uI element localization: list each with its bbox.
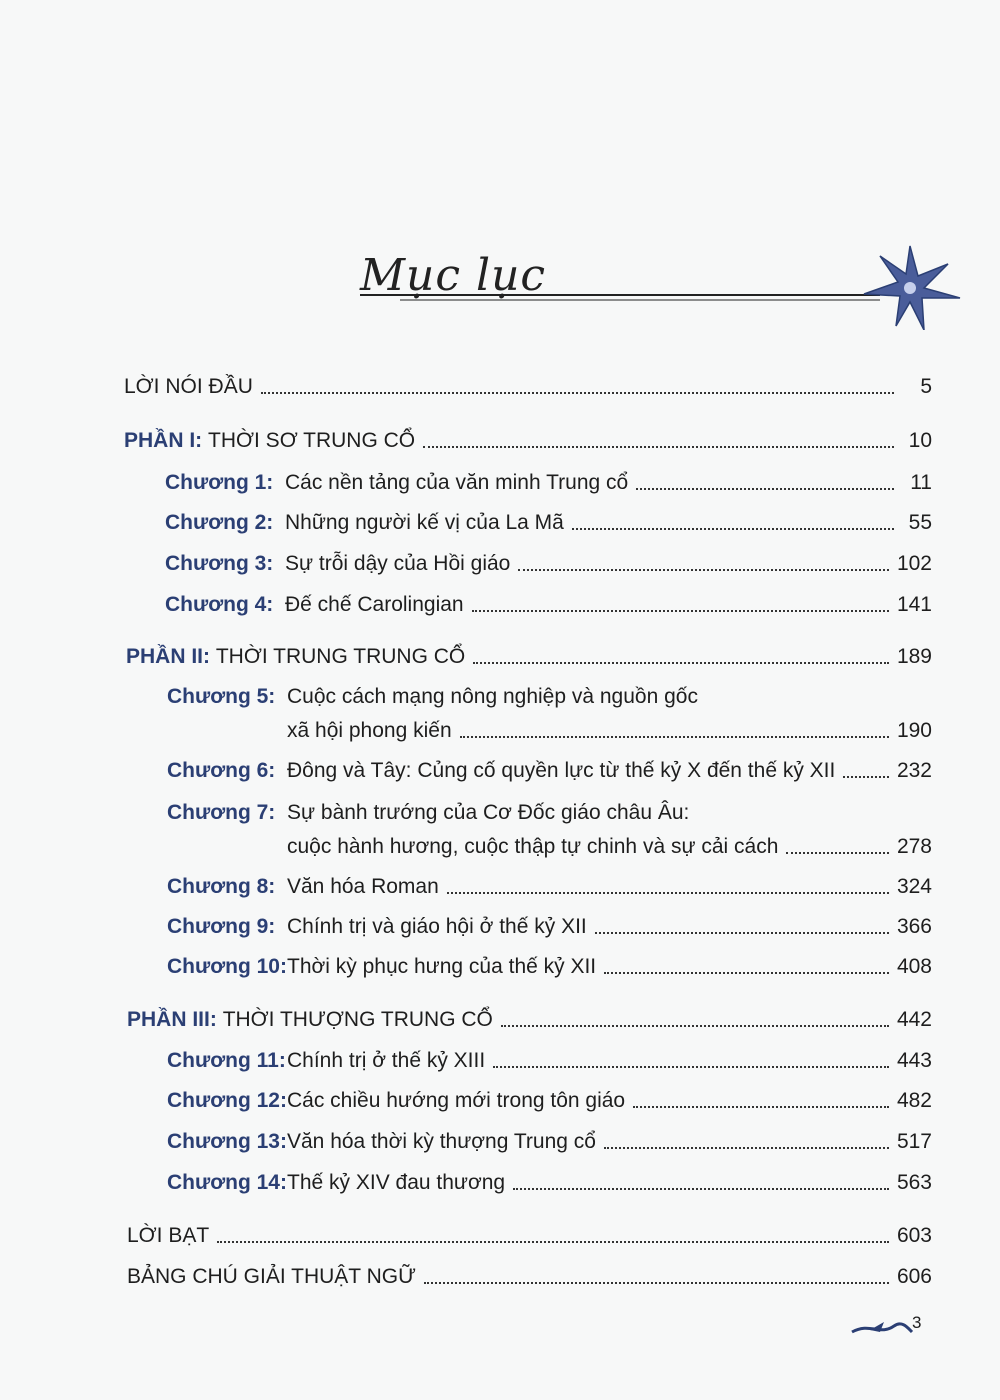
dot-leader bbox=[604, 1146, 889, 1149]
toc-entry-chapter-2[interactable] bbox=[165, 502, 932, 536]
chapter-key: Chương 12: bbox=[167, 1089, 287, 1112]
entry-label: Chính trị và giáo hội ở thế kỷ XII bbox=[287, 915, 587, 938]
entry-label: Thế kỷ XIV đau thương bbox=[287, 1171, 506, 1194]
page-number: 563 bbox=[896, 1171, 932, 1194]
page-number: 232 bbox=[896, 759, 932, 782]
page-number: 517 bbox=[896, 1130, 932, 1153]
part-key: PHẦN II: bbox=[126, 645, 210, 668]
toc-entry-foreword[interactable] bbox=[124, 366, 932, 400]
entry-label: Văn hóa Roman bbox=[287, 875, 439, 898]
toc-entry-chapter-10[interactable] bbox=[167, 946, 932, 980]
page-number: 366 bbox=[896, 915, 932, 938]
page-number: 482 bbox=[896, 1089, 932, 1112]
chapter-key: Chương 4: bbox=[165, 593, 274, 616]
chapter-key: Chương 10: bbox=[167, 955, 287, 978]
page-number: 10 bbox=[908, 429, 932, 452]
dot-leader bbox=[424, 1281, 889, 1284]
chapter-key: Chương 7: bbox=[167, 801, 276, 824]
dot-leader bbox=[513, 1187, 889, 1190]
toc-entry-chapter-13[interactable] bbox=[167, 1121, 932, 1155]
toc-entry-part-2[interactable] bbox=[126, 636, 932, 670]
toc-entry-chapter-5[interactable] bbox=[167, 676, 932, 710]
dot-leader bbox=[572, 527, 894, 530]
dot-leader bbox=[843, 775, 889, 778]
page-number: 278 bbox=[896, 835, 932, 858]
toc-entry-chapter-14[interactable] bbox=[167, 1162, 932, 1196]
entry-label-line-1: Sự bành trướng của Cơ Đốc giáo châu Âu: bbox=[287, 801, 690, 824]
entry-label: Chính trị ở thế kỷ XIII bbox=[287, 1049, 486, 1072]
dot-leader bbox=[423, 445, 894, 448]
chapter-key: Chương 9: bbox=[167, 915, 276, 938]
entry-label: THỜI SƠ TRUNG CỔ bbox=[208, 429, 416, 452]
dot-leader bbox=[460, 735, 889, 738]
dot-leader bbox=[501, 1024, 889, 1027]
toc-entry-afterword[interactable] bbox=[127, 1215, 932, 1249]
chapter-key: Chương 2: bbox=[165, 511, 274, 534]
chapter-key: Chương 6: bbox=[167, 759, 276, 782]
dot-leader bbox=[217, 1240, 889, 1243]
toc-entry-chapter-12[interactable] bbox=[167, 1080, 932, 1114]
entry-label: Các chiều hướng mới trong tôn giáo bbox=[287, 1089, 626, 1112]
entry-label: Thời kỳ phục hưng của thế kỷ XII bbox=[287, 955, 597, 978]
page-title: Mục lục bbox=[360, 250, 547, 301]
entry-label: LỜI BẠT bbox=[127, 1224, 210, 1247]
page-number: 408 bbox=[896, 955, 932, 978]
chapter-key: Chương 3: bbox=[165, 552, 274, 575]
page-number-footer: 3 bbox=[912, 1313, 922, 1332]
entry-label: THỜI TRUNG TRUNG CỔ bbox=[215, 645, 466, 668]
entry-label: THỜI THƯỢNG TRUNG CỔ bbox=[222, 1008, 493, 1031]
chapter-key: Chương 1: bbox=[165, 471, 274, 494]
toc-entry-chapter-8[interactable] bbox=[167, 866, 932, 900]
page-number: 324 bbox=[896, 875, 932, 898]
swash-ornament-icon bbox=[850, 1312, 940, 1342]
toc-entry-part-1[interactable] bbox=[124, 420, 932, 454]
chapter-key: Chương 14: bbox=[167, 1171, 287, 1194]
toc-entry-chapter-7[interactable] bbox=[167, 792, 932, 826]
entry-label: Văn hóa thời kỳ thượng Trung cổ bbox=[287, 1130, 596, 1153]
entry-label: LỜI NÓI ĐẦU bbox=[124, 375, 253, 398]
dot-leader bbox=[472, 609, 889, 612]
toc-entry-chapter-4[interactable] bbox=[165, 584, 932, 618]
chapter-key: Chương 11: bbox=[167, 1049, 286, 1072]
chapter-key: Chương 13: bbox=[167, 1130, 287, 1153]
chapter-key: Chương 8: bbox=[167, 875, 276, 898]
page-number: 55 bbox=[908, 511, 932, 534]
dot-leader bbox=[493, 1065, 889, 1068]
toc-entry-chapter-3[interactable] bbox=[165, 543, 932, 577]
dot-leader bbox=[447, 891, 889, 894]
page-number: 190 bbox=[896, 719, 932, 742]
entry-label: Các nền tảng của văn minh Trung cổ bbox=[285, 471, 629, 494]
entry-label: Sự trỗi dậy của Hồi giáo bbox=[285, 552, 511, 575]
page-number: 102 bbox=[896, 552, 932, 575]
toc-entry-glossary[interactable] bbox=[127, 1256, 932, 1290]
toc-entry-chapter-5-cont[interactable] bbox=[287, 710, 932, 744]
dot-leader bbox=[604, 971, 889, 974]
entry-label: Đông và Tây: Củng cố quyền lực từ thế kỷ X đến thế kỷ XII bbox=[287, 759, 836, 782]
page-number: 5 bbox=[920, 375, 932, 398]
title-underline bbox=[360, 292, 880, 302]
dot-leader bbox=[261, 391, 894, 394]
dot-leader bbox=[595, 931, 889, 934]
entry-label-line-2: cuộc hành hương, cuộc thập tự chinh và sự cải cách bbox=[287, 835, 779, 858]
star-ornament-icon bbox=[852, 240, 962, 330]
entry-label: Đế chế Carolingian bbox=[285, 593, 464, 616]
entry-label-line-2: xã hội phong kiến bbox=[287, 719, 452, 742]
toc-entry-chapter-1[interactable] bbox=[165, 462, 932, 496]
page-number: 442 bbox=[896, 1008, 932, 1031]
toc-entry-chapter-9[interactable] bbox=[167, 906, 932, 940]
page-number: 141 bbox=[896, 593, 932, 616]
dot-leader bbox=[786, 851, 889, 854]
dot-leader bbox=[473, 661, 889, 664]
page-number: 189 bbox=[896, 645, 932, 668]
chapter-key: Chương 5: bbox=[167, 685, 276, 708]
entry-label-line-1: Cuộc cách mạng nông nghiệp và nguồn gốc bbox=[287, 685, 698, 708]
part-key: PHẦN III: bbox=[127, 1008, 217, 1031]
entry-label: Những người kế vị của La Mã bbox=[285, 511, 564, 534]
dot-leader bbox=[636, 487, 894, 490]
toc-entry-part-3[interactable] bbox=[127, 999, 932, 1033]
page-number: 443 bbox=[896, 1049, 932, 1072]
part-key: PHẦN I: bbox=[124, 429, 203, 452]
page-number: 603 bbox=[896, 1224, 932, 1247]
dot-leader bbox=[518, 568, 889, 571]
toc-entry-chapter-11[interactable] bbox=[167, 1040, 932, 1074]
toc-entry-chapter-7-cont[interactable] bbox=[287, 826, 932, 860]
entry-label: BẢNG CHÚ GIẢI THUẬT NGỮ bbox=[127, 1265, 417, 1288]
page-number: 11 bbox=[910, 471, 932, 494]
dot-leader bbox=[633, 1105, 889, 1108]
page-number: 606 bbox=[896, 1265, 932, 1288]
toc-entry-chapter-6[interactable] bbox=[167, 750, 932, 784]
